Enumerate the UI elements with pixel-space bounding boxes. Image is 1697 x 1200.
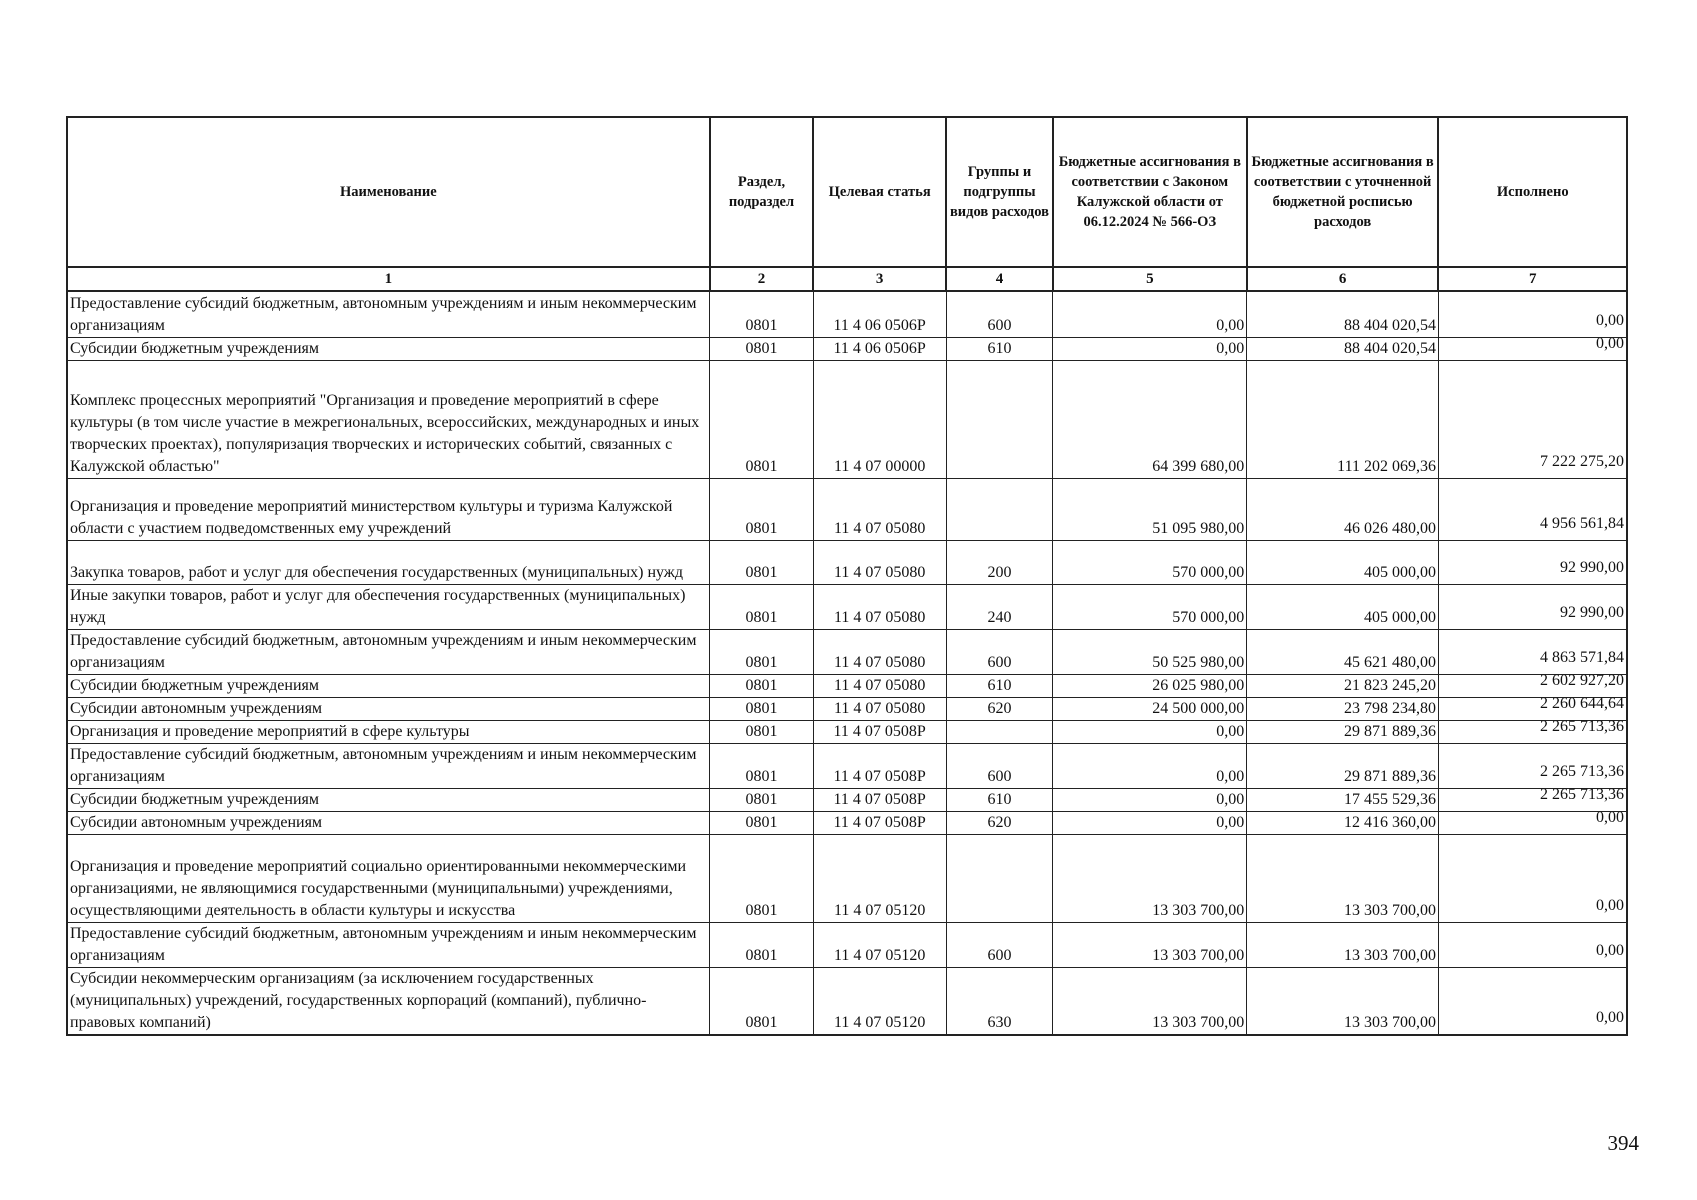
table-row: [67, 584, 1627, 629]
row-name: Предоставление субсидий бюджетным, автономным учреждениям и иным некоммерческим организациям: [67, 291, 710, 337]
table-row: [67, 478, 1627, 540]
column-number: 7: [1438, 267, 1627, 291]
row-target: 11 4 07 05120: [813, 967, 946, 1035]
row-executed-amount-text: 4 956 561,84: [1540, 514, 1624, 532]
row-section: 0801: [710, 291, 813, 337]
row-group: 610: [946, 674, 1053, 697]
table-row: [67, 811, 1627, 834]
row-executed-amount-text: 2 265 713,36: [1540, 717, 1624, 735]
row-executed-amount: [1438, 743, 1627, 788]
row-law-amount: 24 500 000,00: [1053, 697, 1247, 720]
page-number: 394: [1607, 1131, 1639, 1155]
row-refined-amount: 111 202 069,36: [1247, 360, 1439, 478]
row-executed-amount-text: 92 990,00: [1560, 558, 1624, 576]
row-target: 11 4 07 05080: [813, 584, 946, 629]
row-executed-amount: [1438, 922, 1627, 967]
table-body: [67, 291, 1627, 1035]
row-executed-amount: [1438, 834, 1627, 922]
row-executed-amount: [1438, 717, 1627, 743]
row-refined-amount: 13 303 700,00: [1247, 922, 1439, 967]
column-number: 6: [1247, 267, 1439, 291]
row-refined-amount: 46 026 480,00: [1247, 478, 1439, 540]
row-law-amount: 51 095 980,00: [1053, 478, 1247, 540]
row-law-amount: 0,00: [1053, 743, 1247, 788]
header-row: [67, 117, 1627, 267]
row-section: 0801: [710, 834, 813, 922]
row-executed-amount-text: 0,00: [1596, 896, 1624, 914]
row-refined-amount: 23 798 234,80: [1247, 697, 1439, 720]
row-executed-amount: [1438, 694, 1627, 720]
row-name: Организация и проведение мероприятий в сфере культуры: [67, 720, 710, 743]
row-refined-amount: 29 871 889,36: [1247, 720, 1439, 743]
row-executed-amount: [1438, 334, 1627, 360]
row-executed-amount-text: 0,00: [1596, 941, 1624, 959]
row-group: [946, 478, 1053, 540]
row-executed-amount: [1438, 291, 1627, 337]
row-executed-amount: [1438, 584, 1627, 629]
table-row: [67, 788, 1627, 811]
row-section: 0801: [710, 629, 813, 674]
row-executed-amount: [1438, 808, 1627, 834]
row-law-amount: 13 303 700,00: [1053, 922, 1247, 967]
row-target: 11 4 06 0506Р: [813, 337, 946, 360]
column-number-row: [67, 267, 1627, 291]
row-target: 11 4 06 0506Р: [813, 291, 946, 337]
table-row: [67, 540, 1627, 584]
row-section: 0801: [710, 674, 813, 697]
row-group: [946, 360, 1053, 478]
row-law-amount: 570 000,00: [1053, 540, 1247, 584]
row-name: Предоставление субсидий бюджетным, автономным учреждениям и иным некоммерческим организациям: [67, 743, 710, 788]
header-executed: Исполнено: [1438, 117, 1627, 267]
row-name: Комплекс процессных мероприятий "Организация и проведение мероприятий в сфере культуры (в том числе участие в межрегиональных, всероссийских, международных и иных творческих проектах), популяризация творческих и исторических событий, связанных с Калужской областью": [67, 360, 710, 478]
row-section: 0801: [710, 720, 813, 743]
column-number: 5: [1053, 267, 1247, 291]
row-name: Субсидии некоммерческим организациям (за исключением государственных (муниципальных) учреждений, государственных корпораций (компаний), публично-правовых компаний): [67, 967, 710, 1035]
row-law-amount: 0,00: [1053, 811, 1247, 834]
table-row: [67, 337, 1627, 360]
row-name: Закупка товаров, работ и услуг для обеспечения государственных (муниципальных) нужд: [67, 540, 710, 584]
header-name: Наименование: [67, 117, 710, 267]
column-number: 3: [813, 267, 946, 291]
row-name: Субсидии автономным учреждениям: [67, 697, 710, 720]
row-group: 200: [946, 540, 1053, 584]
row-target: 11 4 07 05080: [813, 478, 946, 540]
row-law-amount: 0,00: [1053, 720, 1247, 743]
budget-table: [66, 116, 1628, 1036]
column-number: 4: [946, 267, 1053, 291]
row-target: 11 4 07 05080: [813, 629, 946, 674]
row-name: Иные закупки товаров, работ и услуг для обеспечения государственных (муниципальных) нужд: [67, 584, 710, 629]
table-row: [67, 629, 1627, 674]
row-refined-amount: 17 455 529,36: [1247, 788, 1439, 811]
row-refined-amount: 405 000,00: [1247, 540, 1439, 584]
row-target: 11 4 07 0508Р: [813, 811, 946, 834]
row-group: [946, 720, 1053, 743]
row-executed-amount-text: 2 602 927,20: [1540, 671, 1624, 689]
row-law-amount: 64 399 680,00: [1053, 360, 1247, 478]
row-group: [946, 834, 1053, 922]
row-group: 620: [946, 811, 1053, 834]
row-group: 600: [946, 291, 1053, 337]
row-name: Предоставление субсидий бюджетным, автономным учреждениям и иным некоммерческим организациям: [67, 922, 710, 967]
row-section: 0801: [710, 360, 813, 478]
row-section: 0801: [710, 788, 813, 811]
row-executed-amount-text: 2 265 713,36: [1540, 785, 1624, 803]
row-target: 11 4 07 0508Р: [813, 720, 946, 743]
row-target: 11 4 07 05120: [813, 922, 946, 967]
row-section: 0801: [710, 743, 813, 788]
row-target: 11 4 07 0508Р: [813, 743, 946, 788]
row-section: 0801: [710, 337, 813, 360]
row-law-amount: 0,00: [1053, 337, 1247, 360]
row-executed-amount: [1438, 540, 1627, 584]
row-refined-amount: 13 303 700,00: [1247, 834, 1439, 922]
row-refined-amount: 88 404 020,54: [1247, 337, 1439, 360]
row-executed-amount-text: 92 990,00: [1560, 603, 1624, 621]
table-row: [67, 697, 1627, 720]
row-name: Субсидии бюджетным учреждениям: [67, 788, 710, 811]
row-refined-amount: 13 303 700,00: [1247, 967, 1439, 1035]
row-executed-amount-text: 0,00: [1596, 311, 1624, 329]
row-group: 610: [946, 337, 1053, 360]
row-group: 600: [946, 922, 1053, 967]
row-law-amount: 0,00: [1053, 291, 1247, 337]
header-group: Группы и подгруппы видов расходов: [946, 117, 1053, 267]
row-name: Организация и проведение мероприятий социально ориентированными некоммерческими организациями, не являющимися государственными (муниципальными) учреждениями, осуществляющими деятельность в области культуры и искусства: [67, 834, 710, 922]
row-refined-amount: 405 000,00: [1247, 584, 1439, 629]
row-executed-amount: [1438, 967, 1627, 1035]
row-section: 0801: [710, 811, 813, 834]
row-group: 620: [946, 697, 1053, 720]
row-law-amount: 13 303 700,00: [1053, 967, 1247, 1035]
row-executed-amount-text: 2 265 713,36: [1540, 762, 1624, 780]
row-law-amount: 26 025 980,00: [1053, 674, 1247, 697]
row-name: Организация и проведение мероприятий министерством культуры и туризма Калужской области с участием подведомственных ему учреждений: [67, 478, 710, 540]
row-group: 600: [946, 629, 1053, 674]
header-refined: Бюджетные ассигнования в соответствии с уточненной бюджетной росписью расходов: [1247, 117, 1439, 267]
row-section: 0801: [710, 967, 813, 1035]
row-refined-amount: 12 416 360,00: [1247, 811, 1439, 834]
row-executed-amount: [1438, 785, 1627, 811]
row-target: 11 4 07 0508Р: [813, 788, 946, 811]
row-section: 0801: [710, 540, 813, 584]
row-executed-amount: [1438, 629, 1627, 674]
row-refined-amount: 88 404 020,54: [1247, 291, 1439, 337]
row-executed-amount-text: 0,00: [1596, 1008, 1624, 1026]
row-executed-amount: [1438, 478, 1627, 540]
row-name: Субсидии бюджетным учреждениям: [67, 337, 710, 360]
column-number: 2: [710, 267, 813, 291]
row-executed-amount-text: 4 863 571,84: [1540, 648, 1624, 666]
row-target: 11 4 07 05080: [813, 540, 946, 584]
row-target: 11 4 07 00000: [813, 360, 946, 478]
row-refined-amount: 45 621 480,00: [1247, 629, 1439, 674]
table-row: [67, 674, 1627, 697]
row-law-amount: 0,00: [1053, 788, 1247, 811]
row-section: 0801: [710, 697, 813, 720]
column-number: 1: [67, 267, 710, 291]
row-group: 600: [946, 743, 1053, 788]
row-executed-amount: [1438, 671, 1627, 697]
table-row: [67, 360, 1627, 478]
row-executed-amount: [1438, 360, 1627, 478]
row-target: 11 4 07 05080: [813, 697, 946, 720]
row-refined-amount: 21 823 245,20: [1247, 674, 1439, 697]
row-group: 630: [946, 967, 1053, 1035]
row-executed-amount-text: 7 222 275,20: [1540, 452, 1624, 470]
row-target: 11 4 07 05080: [813, 674, 946, 697]
header-law: Бюджетные ассигнования в соответствии с Законом Калужской области от 06.12.2024 № 566-ОЗ: [1053, 117, 1247, 267]
row-law-amount: 570 000,00: [1053, 584, 1247, 629]
row-name: Субсидии бюджетным учреждениям: [67, 674, 710, 697]
row-section: 0801: [710, 478, 813, 540]
row-section: 0801: [710, 922, 813, 967]
header-section: Раздел, подраздел: [710, 117, 813, 267]
table-row: [67, 291, 1627, 337]
row-group: 240: [946, 584, 1053, 629]
row-executed-amount-text: 0,00: [1596, 808, 1624, 826]
row-refined-amount: 29 871 889,36: [1247, 743, 1439, 788]
table-row: [67, 967, 1627, 1035]
table-row: [67, 922, 1627, 967]
row-executed-amount-text: 0,00: [1596, 334, 1624, 352]
row-executed-amount-text: 2 260 644,64: [1540, 694, 1624, 712]
table-row: [67, 720, 1627, 743]
table-row: [67, 743, 1627, 788]
row-group: 610: [946, 788, 1053, 811]
header-target: Целевая статья: [813, 117, 946, 267]
row-section: 0801: [710, 584, 813, 629]
row-law-amount: 13 303 700,00: [1053, 834, 1247, 922]
table-row: [67, 834, 1627, 922]
row-name: Предоставление субсидий бюджетным, автономным учреждениям и иным некоммерческим организациям: [67, 629, 710, 674]
row-law-amount: 50 525 980,00: [1053, 629, 1247, 674]
row-target: 11 4 07 05120: [813, 834, 946, 922]
row-name: Субсидии автономным учреждениям: [67, 811, 710, 834]
